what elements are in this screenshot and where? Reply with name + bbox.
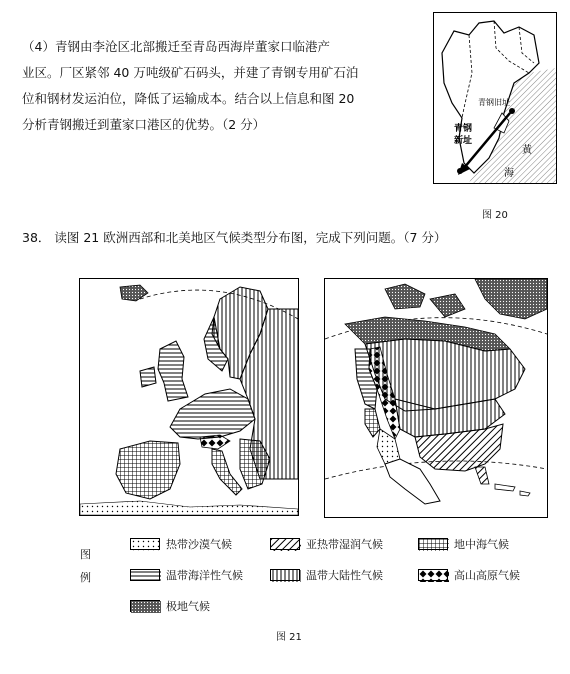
sea-label: 海 — [504, 168, 514, 179]
new-site-label: 青钢 — [454, 124, 473, 134]
figure-21-caption: 图 21 — [276, 632, 302, 643]
dense-dots-pattern-swatch — [130, 600, 160, 612]
question-4-line: 分析青钢搬迁到董家口港区的优势。（2 分） — [22, 117, 266, 132]
europe-map-graphic — [80, 279, 298, 515]
district-boundary — [462, 35, 472, 118]
legend-label: 极地气候 — [166, 600, 210, 613]
vertical-pattern-swatch — [270, 569, 300, 581]
district-boundary — [494, 21, 529, 73]
caribbean-island — [520, 491, 530, 496]
sea-label: 黄 — [522, 145, 532, 156]
legend-label: 温带海洋性气候 — [166, 569, 243, 582]
legend-label: 温带大陆性气候 — [306, 569, 383, 582]
legend-item-desert — [130, 536, 232, 552]
figure-20-caption: 图 20 — [482, 210, 508, 221]
legend-label: 地中海气候 — [454, 538, 509, 551]
iceland-polar-region — [120, 285, 148, 301]
legend-label: 高山高原气候 — [454, 569, 520, 582]
legend-title: 图 — [80, 548, 91, 561]
italy-mediterranean — [212, 449, 242, 495]
legend-label: 亚热带湿润气候 — [306, 538, 383, 551]
grid-pattern-swatch — [418, 538, 448, 550]
ireland-oceanic — [140, 367, 156, 387]
greenland-polar — [475, 279, 547, 319]
new-site-label: 新址 — [454, 136, 473, 146]
legend-item-highland — [418, 567, 520, 583]
britain-oceanic — [158, 341, 188, 401]
caribbean-island — [495, 484, 515, 491]
legend-item-subtropical — [270, 536, 383, 552]
iberia-mediterranean — [116, 441, 180, 499]
legend-title: 例 — [80, 571, 91, 584]
figure-20-map — [433, 12, 557, 184]
diamond-pattern-swatch — [418, 569, 448, 581]
europe-climate-map — [79, 278, 299, 516]
legend-item-continental — [270, 567, 383, 583]
qingdao-map-graphic — [434, 13, 556, 183]
north-america-climate-map — [324, 278, 548, 518]
old-site-point — [509, 108, 515, 114]
question-4-text — [22, 34, 402, 138]
horizontal-pattern-swatch — [130, 569, 160, 581]
question-4-line: 位和钢材发运泊位，降低了运输成本。结合以上信息和图 20 — [22, 91, 355, 106]
legend-item-mediterranean — [418, 536, 509, 552]
north-america-map-graphic — [325, 279, 547, 517]
question-4-line: 业区。厂区紧邻 40 万吨级矿石码头，并建了青钢专用矿石泊 — [22, 65, 359, 80]
florida — [475, 467, 489, 484]
new-site-point — [457, 168, 463, 174]
legend-item-polar — [130, 598, 210, 614]
legend-item-oceanic — [130, 567, 243, 583]
arctic-island-polar — [430, 294, 465, 317]
dots-pattern-swatch — [130, 538, 160, 550]
alps-highland — [200, 435, 230, 449]
question-4-line: （4）青钢由李沧区北部搬迁至青岛西海岸董家口临港产 — [22, 39, 330, 54]
question-38-text: 38． 读图 21 欧洲西部和北美地区气候类型分布图，完成下列问题。（7 分） — [22, 230, 447, 245]
legend-label: 热带沙漠气候 — [166, 538, 232, 551]
diagonal-pattern-swatch — [270, 538, 300, 550]
district-boundary — [519, 27, 534, 63]
old-site-label: 青钢旧址 — [478, 98, 510, 107]
california-mediterranean — [365, 409, 380, 437]
arctic-island-polar — [385, 284, 425, 309]
north-africa-desert — [80, 501, 298, 515]
